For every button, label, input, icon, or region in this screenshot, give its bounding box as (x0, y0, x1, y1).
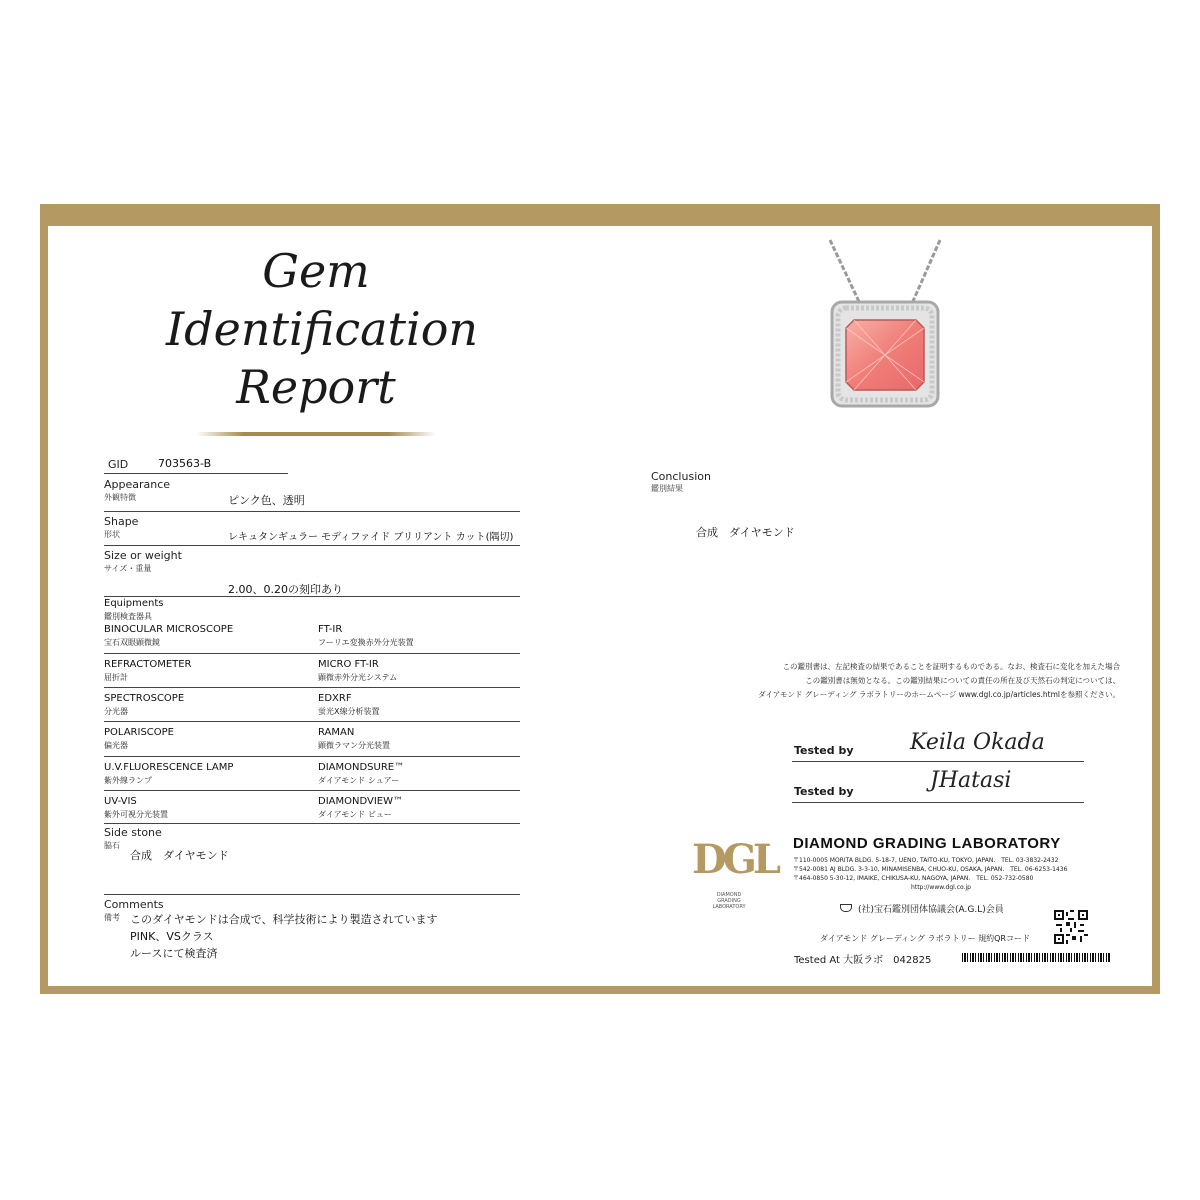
pendant-photo (820, 238, 950, 418)
equipments-label: Equipments (104, 598, 164, 609)
tested-at: Tested At 大阪ラボ 042825 (794, 955, 932, 966)
tester-label: Tested by (794, 744, 854, 757)
membership (840, 902, 1004, 915)
equipment-right-name: MICRO FT-IR (318, 659, 379, 670)
membership-text: (社)宝石鑑別団体協議会(A.G.L)会員 (858, 905, 1004, 915)
equipment-right-jp: ダイアモンド シュアー (318, 776, 400, 785)
lab-addresses (793, 856, 1089, 892)
equipment-right-name: DIAMONDSURE™ (318, 762, 405, 773)
report-title (166, 242, 479, 416)
size-value: 2.00、0.20の刻印あり (228, 583, 343, 596)
equipment-left-name: POLARISCOPE (104, 727, 174, 738)
side-stone-value: 合成 ダイヤモンド (130, 849, 229, 862)
equipment-left-jp: 分光器 (104, 707, 128, 716)
title-line-2: Identification (166, 302, 479, 356)
comments-sublabel: 備考 (104, 913, 120, 922)
equipment-right-name: EDXRF (318, 693, 352, 704)
appearance-sublabel: 外観特徴 (104, 493, 136, 502)
equipment-row-rule (104, 687, 520, 688)
gid-label: GID (108, 458, 129, 471)
appearance-value: ピンク色、透明 (228, 494, 305, 507)
size-sublabel: サイズ・重量 (104, 564, 152, 573)
tester-signature: JHatasi (930, 768, 1012, 793)
logo-monogram: DGL (692, 836, 777, 883)
logo-caption-line: GRADING (717, 898, 741, 904)
equipment-left-jp: 紫外線ランプ (104, 776, 152, 785)
signature-rule (792, 761, 1084, 762)
address-line: 〒464-0850 5-30-12, IMAIKE, CHIKUSA-KU, NAGOYA, JAPAN. TEL. 052-732-0580 (793, 875, 1034, 882)
address-line: http://www.dgl.co.jp (911, 884, 971, 891)
equipment-right-jp: 蛍光X線分析装置 (318, 707, 380, 716)
agl-diamond-icon (840, 904, 852, 912)
disclaimer-line: ダイアモンド グレーディング ラボラトリーのホームページ www.dgl.co.jp/articles.htmlを参照ください。 (758, 690, 1120, 699)
disclaimer-line: この鑑別書は無効となる。この鑑別結果についての責任の所在及び天然石の判定については、 (805, 676, 1120, 685)
equipment-left-jp: 紫外可視分光装置 (104, 810, 168, 819)
equipment-right-jp: 顕微赤外分光システム (318, 673, 398, 682)
tester-signature: Keila Okada (910, 730, 1045, 755)
qr-label: ダイアモンド グレーディング ラボラトリー 規約QRコード (820, 934, 1030, 943)
equipment-left-jp: 偏光器 (104, 741, 128, 750)
equipment-left-name: BINOCULAR MICROSCOPE (104, 624, 234, 635)
equipment-row-rule (104, 756, 520, 757)
equipment-left-name: U.V.FLUORESCENCE LAMP (104, 762, 234, 773)
appearance-label: Appearance (104, 478, 171, 491)
title-line-1: Gem (262, 244, 370, 298)
disclaimer-line: この鑑別書は、左記検査の結果であることを証明するものである。なお、検査石に変化を加えた場合 (782, 662, 1120, 671)
disclaimer (660, 660, 1120, 702)
equipment-right-jp: フーリエ変換赤外分光装置 (318, 638, 414, 647)
tester-label: Tested by (794, 785, 854, 798)
side-stone-sublabel: 脇石 (104, 841, 120, 850)
equipment-right-name: FT-IR (318, 624, 343, 635)
equipment-right-name: RAMAN (318, 727, 355, 738)
comment-line: ルースにて検査済 (130, 947, 218, 960)
gid-value: 703563-B (158, 457, 212, 470)
logo-caption-line: DIAMOND (716, 892, 742, 898)
shape-label: Shape (104, 515, 139, 528)
conclusion-label: Conclusion (651, 470, 711, 483)
gid-rule (104, 473, 288, 474)
qr-code (1054, 910, 1088, 944)
equipment-row-rule (104, 790, 520, 791)
logo-caption-line: LABORATORY (712, 904, 746, 910)
appearance-rule (104, 511, 520, 512)
title-underline (196, 432, 436, 436)
equipment-left-name: UV-VIS (104, 796, 137, 807)
chain-left-icon (830, 240, 862, 308)
lab-name: DIAMOND GRADING LABORATORY (793, 835, 1061, 852)
equipment-row-rule (104, 653, 520, 654)
signature-rule (792, 802, 1084, 803)
size-label: Size or weight (104, 549, 182, 562)
chain-right-icon (910, 240, 940, 308)
equipment-left-jp: 宝石双眼顕微鏡 (104, 638, 160, 647)
shape-rule (104, 545, 520, 546)
shape-sublabel: 形状 (104, 530, 120, 539)
logo-caption (684, 892, 774, 910)
conclusion-value: 合成 ダイヤモンド (696, 526, 795, 539)
comment-line: PINK、VSクラス (130, 930, 214, 943)
equipments-sublabel: 鑑別検査器具 (104, 612, 152, 621)
size-rule (104, 596, 520, 597)
equipment-row-rule (104, 823, 520, 824)
address-line: 〒542-0081 AJ BLDG. 3-3-10, MINAMISENBA, CHUO-KU, OSAKA, JAPAN. TEL. 06-6253-1436 (793, 866, 1068, 873)
side-stone-rule (104, 894, 520, 895)
equipment-right-name: DIAMONDVIEW™ (318, 796, 403, 807)
equipment-right-jp: 顕微ラマン分光装置 (318, 741, 390, 750)
barcode (962, 953, 1110, 962)
address-line: 〒110-0005 MORITA BLDG. 5-18-7, UENO, TAITO-KU, TOKYO, JAPAN. TEL. 03-3832-2432 (793, 857, 1059, 864)
shape-value: レキュタンギュラー モディファイド ブリリアント カット(隅切) (228, 532, 514, 543)
conclusion-sublabel: 鑑別結果 (651, 484, 683, 493)
equipment-right-jp: ダイアモンド ビュー (318, 810, 392, 819)
title-line-3: Report (236, 360, 396, 414)
comment-line: このダイヤモンドは合成で、科学技術により製造されています (130, 913, 438, 926)
comments-label: Comments (104, 898, 164, 911)
dgl-logo (684, 832, 777, 922)
equipment-row-rule (104, 721, 520, 722)
equipment-left-jp: 屈折計 (104, 673, 128, 682)
equipment-left-name: SPECTROSCOPE (104, 693, 185, 704)
equipment-left-name: REFRACTOMETER (104, 659, 192, 670)
side-stone-label: Side stone (104, 826, 162, 839)
